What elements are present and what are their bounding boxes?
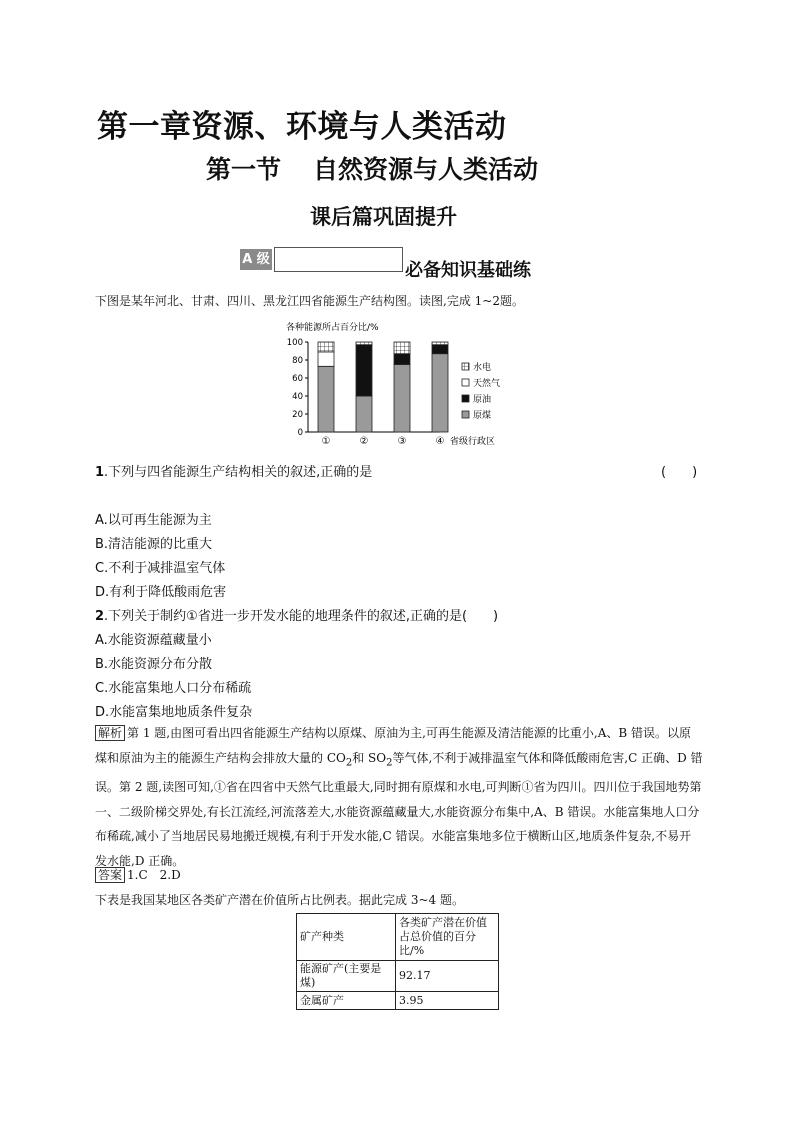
section-name: 自然资源与人类活动	[313, 155, 539, 184]
bar-segment	[432, 345, 448, 354]
mineral-table	[296, 913, 499, 1010]
legend-swatch	[462, 363, 469, 370]
bar-segment	[356, 342, 372, 345]
question-2-text: .下列关于制约①省进一步开发水能的地理条件的叙述,正确的是( )	[104, 609, 499, 624]
q2-option-a: A.水能资源蕴藏量小	[95, 633, 212, 648]
q2-option-c: C.水能富集地人口分布稀疏	[95, 681, 252, 696]
q1-option-a: A.以可再生能源为主	[95, 513, 212, 528]
question-2	[95, 605, 498, 624]
table-header-cell: 矿产种类	[297, 914, 396, 961]
q1-option-b: B.清洁能源的比重大	[95, 537, 213, 552]
analysis-block	[95, 721, 703, 873]
table-cell: 3.95	[396, 992, 499, 1010]
table-cell: 能源矿产(主要是煤)	[297, 961, 396, 992]
q1-option-d: D.有利于降低酸雨危害	[95, 585, 227, 600]
bar-segment	[356, 345, 372, 396]
bar-segment	[318, 352, 334, 366]
legend-swatch	[462, 411, 469, 418]
intro-text-1: 下图是某年河北、甘肃、四川、黑龙江四省能源生产结构图。读图,完成 1~2题。	[95, 294, 524, 308]
legend-swatch	[462, 379, 469, 386]
intro-text-2: 下表是我国某地区各类矿产潜在价值所占比例表。据此完成 3~4 题。	[95, 893, 464, 907]
table-cell: 92.17	[396, 961, 499, 992]
q1-option-c: C.不利于减排温室气体	[95, 561, 226, 576]
bar-segment	[356, 396, 372, 432]
subtitle: 课后篇巩固提升	[310, 205, 457, 229]
question-1-number: 1	[95, 465, 105, 480]
x-tick-label: ③	[397, 436, 407, 447]
energy-chart	[280, 318, 520, 450]
q2-option-b: B.水能资源分布分散	[95, 657, 213, 672]
bar-segment	[432, 342, 448, 345]
analysis-text-3: 等气体,不利于减排温室气体和降低酸雨危害,C 正确、D 错误。第 2 题,读图可知,①省在四省中天然气比重最大,同时拥有原煤和水电,可判断①省为四川。四川位于我国地势第一、二级阶梯交界处,有长江流经,河流落差大,水能资源蕴藏量大,水能资源分布集中,A、B 错误。水能富集地人口分布稀疏,减小了当地居民易地搬迁规模,有利于开发水能,C 错误。水能富集地多位于横断山区,地质条件复杂,不易开发水能,D 正确。	[95, 750, 703, 868]
y-tick-label: 0	[297, 428, 303, 438]
x-tick-label: ②	[359, 436, 369, 447]
section-title	[206, 150, 538, 186]
question-2-number: 2	[95, 609, 105, 624]
legend-swatch	[462, 395, 469, 402]
answer-text: 1.C 2.D	[127, 868, 181, 882]
bar-segment	[394, 354, 410, 365]
analysis-sub-2: 2	[386, 756, 393, 768]
chart-title: 各种能源所占百分比/%	[286, 323, 379, 333]
table-header-row	[297, 914, 499, 961]
legend-label: 水电	[473, 363, 492, 373]
section-number: 第一节	[206, 155, 282, 184]
bar-segment	[432, 354, 448, 432]
legend-label: 原煤	[473, 411, 492, 421]
table-header-cell: 各类矿产潜在价值占总价值的百分比/%	[396, 914, 499, 961]
level-badge: A 级	[240, 249, 272, 270]
analysis-text-2: 和 SO	[352, 750, 387, 765]
y-tick-label: 100	[286, 338, 303, 348]
x-tick-label: ①	[321, 436, 331, 447]
legend-label: 原油	[473, 395, 492, 405]
table-row	[297, 961, 499, 992]
bar-segment	[318, 342, 334, 352]
answer-block	[95, 866, 181, 883]
q2-option-d: D.水能富集地地质条件复杂	[95, 705, 253, 720]
y-tick-label: 20	[292, 410, 303, 420]
chapter-title: 第一章资源、环境与人类活动	[97, 109, 507, 145]
answer-label: 答案	[95, 867, 125, 883]
question-1-answer-blank: ( )	[661, 465, 698, 480]
bar-segment	[394, 365, 410, 433]
bar-segment	[394, 342, 410, 354]
y-tick-label: 40	[292, 392, 303, 402]
level-box	[274, 247, 403, 272]
y-tick-label: 60	[292, 374, 303, 384]
table-row	[297, 992, 499, 1010]
x-tick-label: ④	[435, 436, 445, 447]
legend-label: 天然气	[473, 379, 501, 389]
bar-segment	[318, 366, 334, 432]
level-title: 必备知识基础练	[405, 260, 531, 281]
question-1	[95, 461, 372, 480]
analysis-text-1: 第 1 题,由图可看出四省能源生产结构以原煤、原油为主,可再生能源及清洁能源的比重小,A、B 错误。以原煤和原油为主的能源生产结构会排放大量的 CO	[95, 726, 692, 765]
analysis-label: 解析	[95, 725, 125, 741]
table-cell: 金属矿产	[297, 992, 396, 1010]
analysis-sub-1: 2	[345, 756, 353, 768]
y-tick-label: 80	[292, 356, 303, 366]
question-1-text: .下列与四省能源生产结构相关的叙述,正确的是	[104, 465, 373, 480]
x-axis-label: 省级行政区	[450, 437, 496, 447]
